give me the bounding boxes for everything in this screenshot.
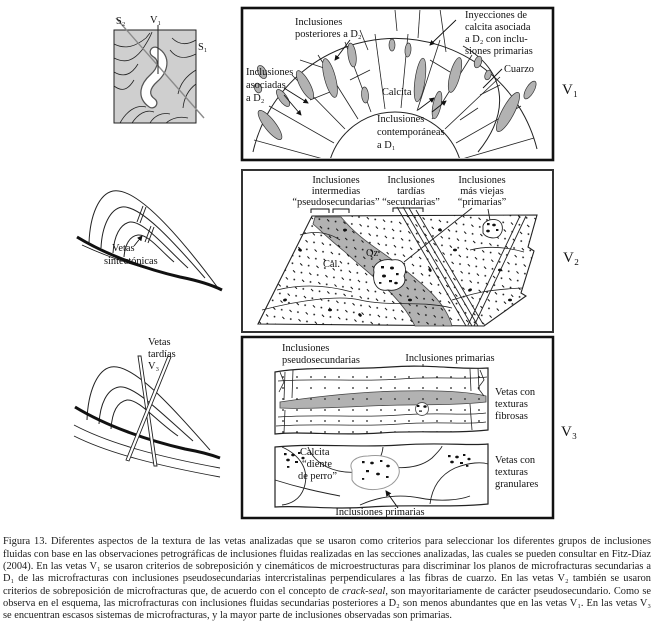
label-contemporaneas-2: contemporáneas [377,127,445,138]
label-inyecciones-2: calcita asociada [465,22,531,33]
label-granulares-3: granulares [495,479,539,490]
label-pseudosecundarias-2: pseudosecundarias [282,355,360,366]
panel-v2-side-label: V₂ [563,250,580,266]
dot-texture-fibrous [275,366,488,434]
label-s1: S₁ [198,42,208,53]
label-inclusiones-asociadas: Inclusiones [246,67,294,78]
label-inyecciones-3: a D₂ con inclu- [465,34,528,45]
label-primarias-top: Inclusiones primarias [405,353,495,364]
label-col2: Inclusiones [387,175,435,186]
label-col3-2: más viejas [460,186,504,197]
late-veins [126,356,171,466]
label-inclusiones-posteriores-2: posteriores a D₂ [295,29,362,40]
label-vetas-tardias-3: V₃ [148,361,160,372]
label-col2-3: “secundarias” [382,197,440,208]
label-vetas-sintectonicas-2: sintectónicas [104,256,158,267]
label-fibrosas-3: fibrosas [495,411,528,422]
label-col1-2: intermedias [311,186,361,197]
inclusion-cluster-right [483,219,502,237]
label-primarias-bottom: Inclusiones primarias [335,507,425,518]
panel-v2 [242,170,579,332]
caption-part1: Figura 13. Diferentes aspectos de la textura de las vetas analizadas que se usaron como criterios para seleccionar los diferentes grupos de inclusiones fluidas con base en las observaciones petrográficas de inclusiones fluidas realizadas en las secciones analizadas, las cuales se pueden consultar en Fitz-Díaz (2004). En las vetas V₁ se usaron criterios de sobreposición y cinemáticos de microestructuras para discriminar los planos de microfracturas secundarias a D₁ de las microfracturas con inclusiones pseudosecundarias intercristalinas perpendiculares a las fibras de cuarzo. En las vetas V₂ también se usaron criterios de sobreposición de microfracturas que, de acuerdo con el concepto de [3,536,651,597]
label-v1: V₁ [150,15,162,26]
label-granulares-2: texturas [495,467,528,478]
circled-inclusion-fibrous [416,403,429,416]
label-inclusiones-posteriores: Inclusiones [295,17,343,28]
label-qz: Qz [366,248,379,259]
label-calcita: Calcita [382,87,412,98]
caption-part2: , son mayoritariamente de carácter pseudosecundario. Como se observa en el esquema, las microfracturas con inclusiones fluidas secundarias posteriores a D₂ son menos abundantes que en las vetas V₁. En las vetas V₃ se encuentran escasos sistemas de microfracturas, y la mayor parte de inclusiones observadas son primarias. [3,585,651,622]
label-calcita-diente-2: “diente [302,459,332,470]
label-col1-3: “pseudosecundarias” [292,197,380,208]
label-inclusiones-asociadas-3: a D₂ [246,93,265,104]
panel-v1 [242,8,578,160]
inclusion-cluster-center [374,260,406,291]
label-contemporaneas: Inclusiones [377,114,425,125]
label-inclusiones-asociadas-2: asociadas [246,80,286,91]
label-inyecciones: Inyecciones de [465,10,528,21]
label-calcita-diente-3: de perro” [298,471,337,482]
label-vetas-tardias-2: tardías [148,349,176,360]
label-fibrosas-2: texturas [495,399,528,410]
panel-v3 [242,337,577,518]
label-granulares: Vetas con [495,455,536,466]
label-col3-3: “primarias” [457,197,507,208]
panel-v1-side-label: V₁ [562,82,579,98]
figure-caption [3,536,651,622]
label-pseudosecundarias: Inclusiones [282,343,330,354]
label-vetas-sintectonicas: Vetas [112,243,135,254]
label-inyecciones-4: siones primarias [465,46,533,57]
fold-sketch-v2 [77,191,222,290]
label-cal: Cal. [323,259,341,270]
label-s2: S₂ [116,16,126,27]
vetas-arrow [134,236,142,246]
caption-italic-term: crack-seal [342,585,386,597]
primary-inclusion-blob [351,455,399,489]
fold-sketch-v1 [114,15,207,123]
panel-v3-side-label: V₃ [561,424,578,440]
fold-sketch-v3 [74,337,220,477]
label-vetas-tardias: Vetas [148,337,171,348]
fold-curves [89,191,218,288]
label-contemporaneas-3: a D₁ [377,140,396,151]
label-calcita-diente: Calcita [300,447,330,458]
label-cuarzo: Cuarzo [504,64,535,75]
label-fibrosas: Vetas con [495,387,536,398]
label-col3: Inclusiones [458,175,506,186]
fibrous-vein-box [275,366,488,434]
label-col2-2: tardías [397,186,425,197]
label-col1: Inclusiones [312,175,360,186]
